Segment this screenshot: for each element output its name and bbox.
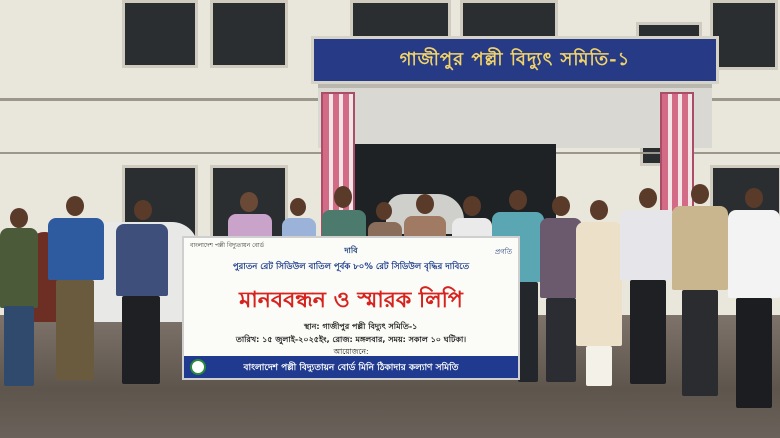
building-sign-text: গাজীপুর পল্লী বিদ্যুৎ সমিতি-১ [399,48,631,70]
building-sign [311,36,719,84]
person [114,200,170,386]
person [48,196,104,386]
window [350,0,451,40]
banner-date: তারিখ: ১৫ জুলাই-২০২৫ইং, রোজ: মঙ্গলবার, সময়: সকাল ১০ ঘটিকা। [235,335,467,344]
person [404,194,446,240]
protest-banner [182,236,520,380]
person [452,196,492,240]
person [228,192,272,242]
person [620,188,676,388]
window [210,0,288,68]
banner-organizer-text: বাংলাদেশ পল্লী বিদ্যুতায়ন বোর্ড মিনি ঠিকাদার কল্যাণ সমিতি [243,362,459,373]
banner-top-right: প্রগতি [494,248,512,256]
person [672,184,728,400]
banner-organizer [184,356,518,378]
banner-organizer-label: আয়োজনে: [333,347,369,356]
banner-top-center-text: দাবি [344,245,358,255]
entrance-canopy [318,84,712,148]
person [322,186,366,240]
banner-place: স্থান: গাজীপুর পল্লী বিদ্যুৎ সমিতি-১ [304,322,418,331]
person [0,208,40,388]
banner-title: মানববন্ধন ও স্মারক লিপি [239,287,463,313]
banner-top-left-org: বাংলাদেশ পল্লী বিদ্যুতায়ন বোর্ড [190,242,264,249]
person [574,200,624,388]
window [460,0,558,40]
window [710,0,778,70]
window [122,0,198,68]
person [728,188,780,412]
banner-subtitle: পুরাতন রেট সিডিউল বাতিল পূর্বক ৮০% রেট সিডিউল বৃদ্ধির দাবিতে [232,262,470,272]
organization-logo-icon [190,359,206,375]
